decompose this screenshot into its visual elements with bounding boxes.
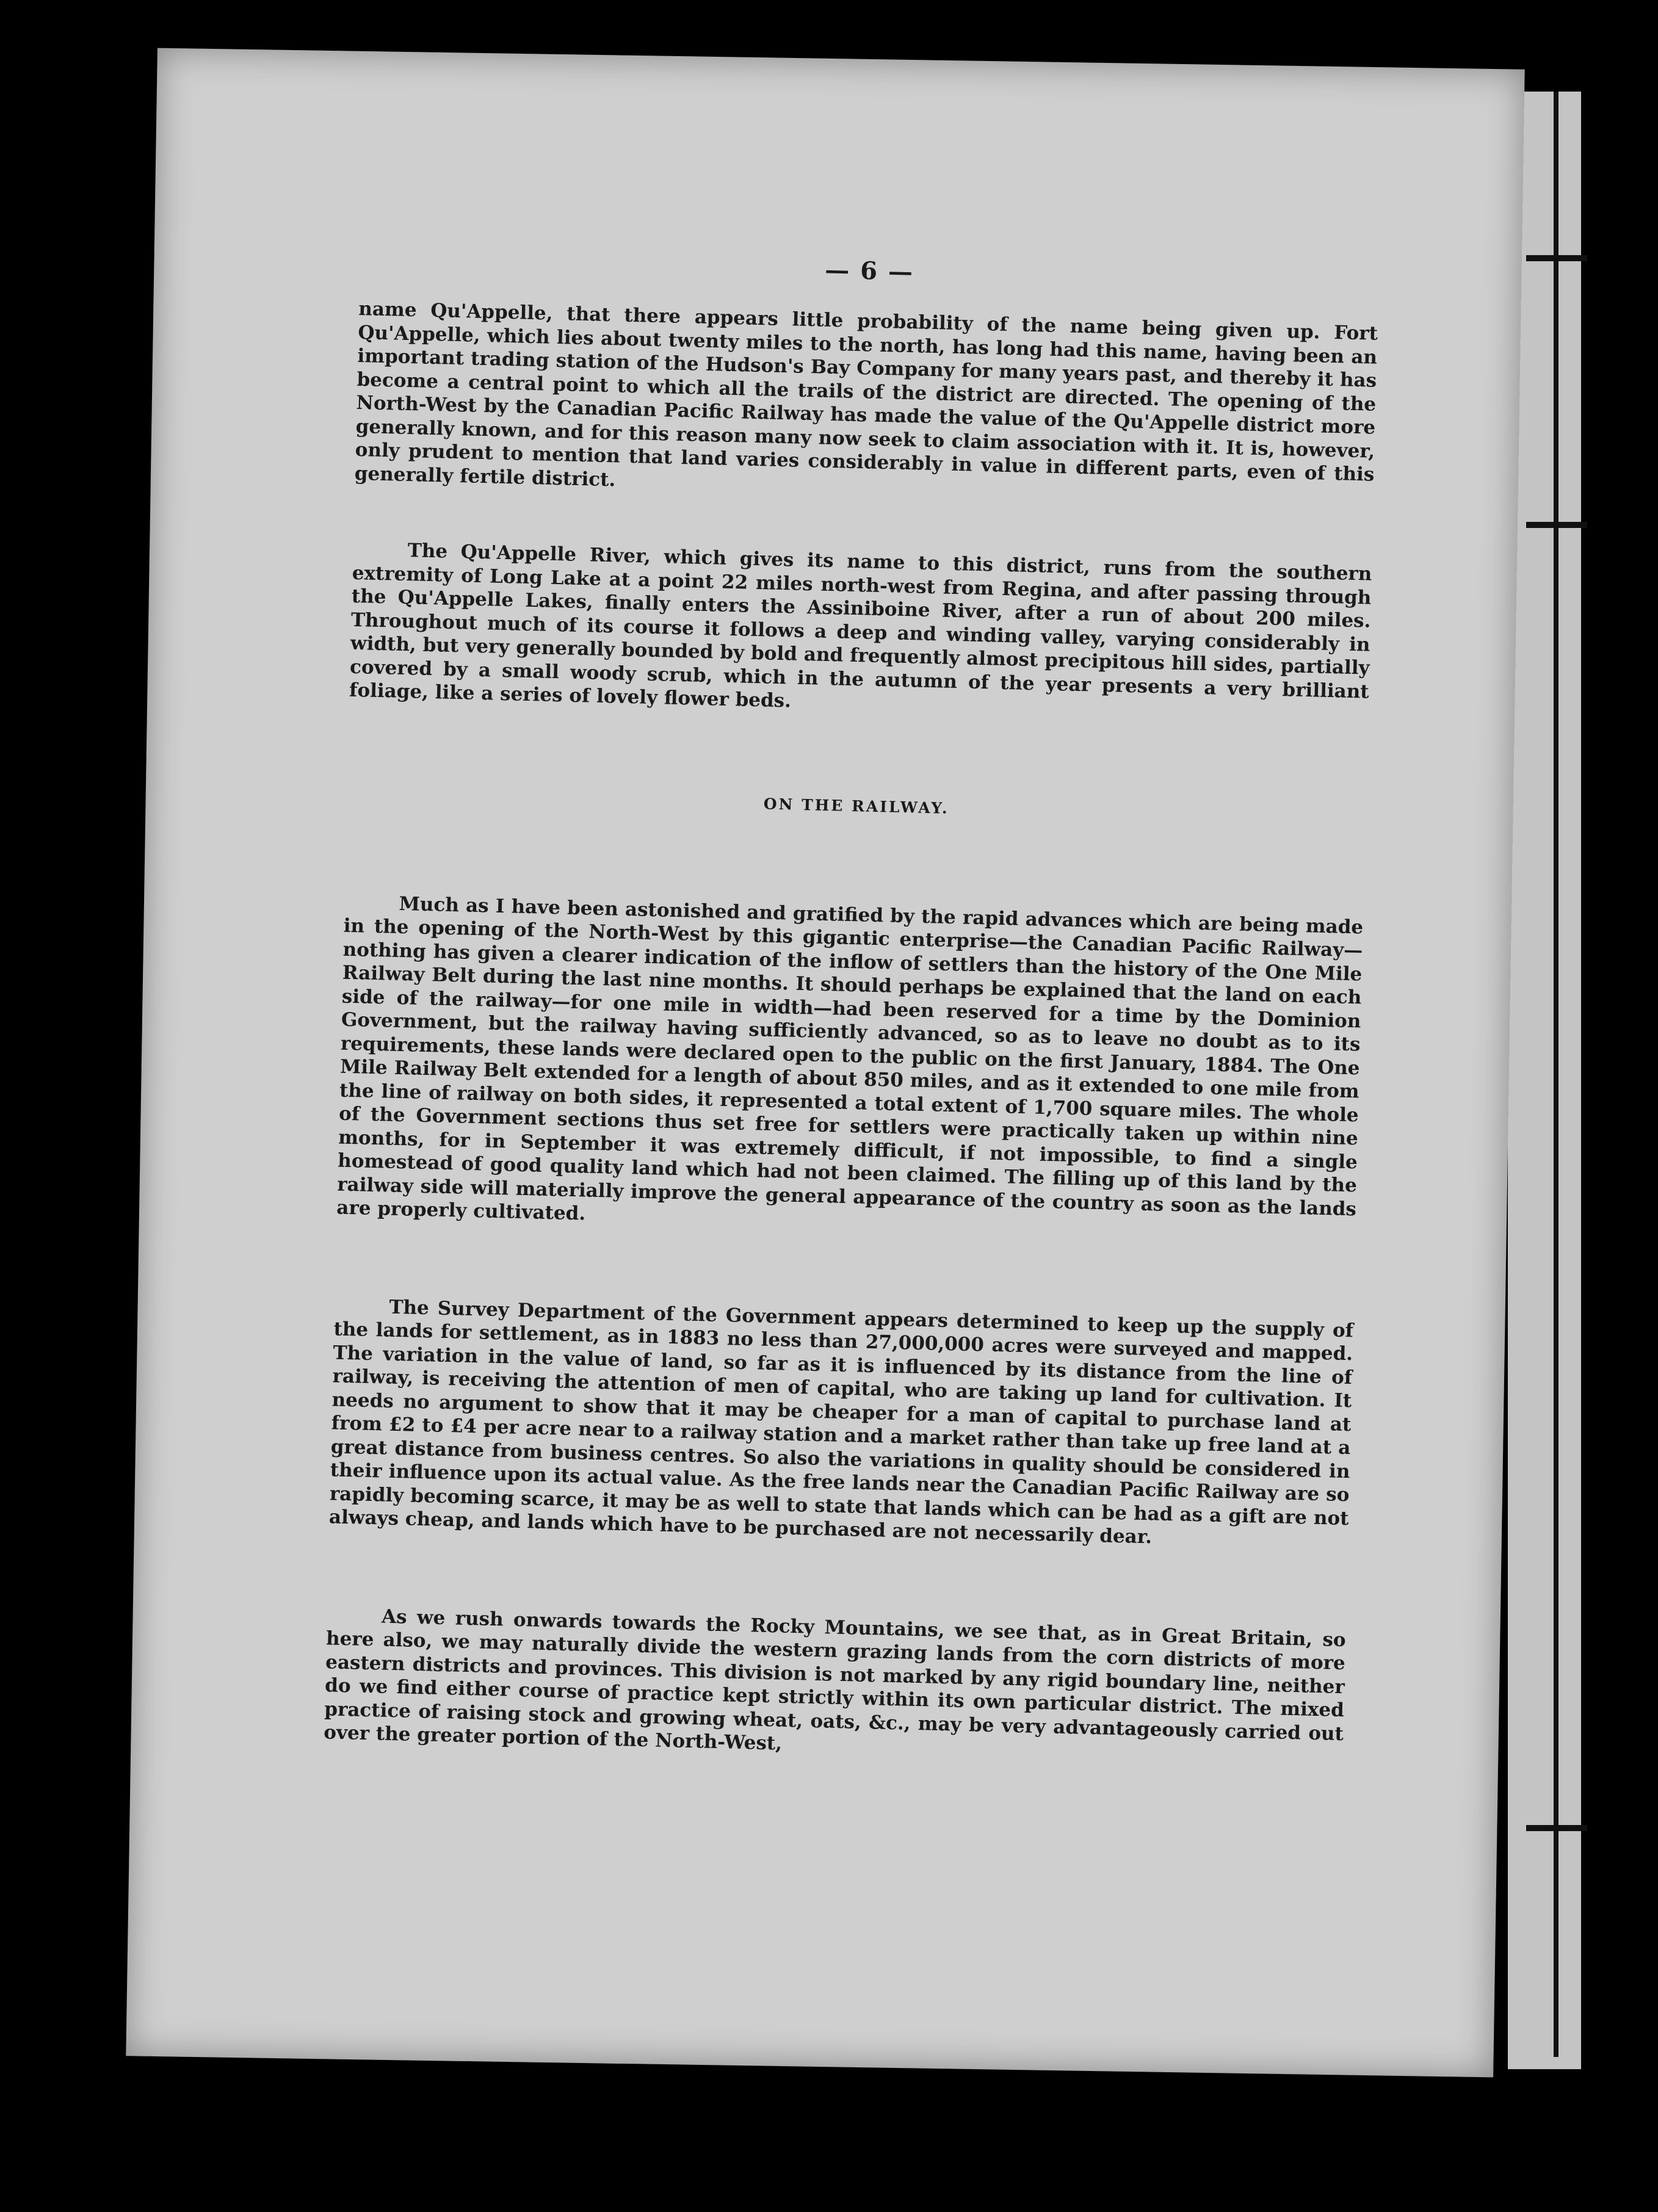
- page-text-block: [324, 244, 1380, 1769]
- paragraph-3: Much as I have been astonished and gratified by the rapid advances which are being made in the opening of the North-West by this gigantic enterprise—the Canadian Pacific Railway—nothing has given a clearer indication of the inflow of settlers than the history of the One Mile Railway Belt during the last nine months. It should perhaps be explained that the land on each side of the railway—for one mile in width—had been reserved for a time by the Dominion Government, but the railway having sufficiently advanced, so as to leave no doubt as to its requirements, these lands were declared open to the public on the first January, 1884. The One Mile Railway Belt extended for a length of about 850 miles, and as it extended to one mile from the line of railway on both sides, it represented a total extent of 1,700 square miles. The whole of the Government sections thus set free for settlers were practically taken up within nine months, for in September it was extremely difficult, if not impossible, to find a single homestead of good quality land which had not been claimed. The filling up of this land by the railway side will materially improve the general appearance of the country as soon as the lands are properly cultivated.: [336, 892, 1364, 1225]
- paragraph-4: The Survey Department of the Government appears determined to keep up the supply of the lands for settlement, as in 1883 no less than 27,000,000 acres were surveyed and mapped. The variation in the value of land, so far as it is influenced by its distance from the line of railway, is receiving the attention of men of capital, who are taking up land for cultivation. It needs no argument to show that it may be cheaper for a man of capital to purchase land at from £2 to £4 per acre near to a railway station and a market rather than take up free land at a great distance from business centres. So also the variations in quality should be considered in their influence upon its actual value. As the free lands near the Canadian Pacific Railway are so rapidly becoming scarce, it may be as well to state that lands which can be had as a gift are not always cheap, and lands which have to be purchased are not necessarily dear.: [328, 1296, 1354, 1549]
- binding-line: [1554, 92, 1558, 2057]
- binding-staple: [1526, 1825, 1587, 1831]
- page-number: — 6 —: [824, 255, 914, 287]
- paragraph-5: As we rush onwards towards the Rocky Mountains, we see that, as in Great Britain, so here also, we may naturally divide the western grazing lands from the corn districts of more eastern districts and provinces. This division is not marked by any rigid boundary line, neither do we find either course of practice kept strictly within its own particular district. The mixed practice of raising stock and growing wheat, oats, &c., may be very advantageously carried out over the greater portion of the North-West,: [323, 1605, 1347, 1755]
- paragraph-2: The Qu'Appelle River, which gives its name to this district, runs from the southern extremity of Long Lake at a point 22 miles north-west from Regina, and after passing through the Qu'Appelle Lakes, finally enters the Assiniboine River, after a run of about 200 miles. Throughout much of its course it follows a deep and winding valley, varying considerably in width, but very generally bounded by bold and frequently almost precipitous hill sides, partially covered by a small woody scrub, which in the autumn of the year presents a very brilliant foliage, like a series of lovely flower beds.: [349, 540, 1372, 712]
- section-heading: ON THE RAILWAY.: [763, 794, 950, 817]
- binding-staple: [1526, 255, 1587, 261]
- paragraph-1: name Qu'Appelle, that there appears little probability of the name being given up. Fort Qu'Appelle, which lies about twenty miles to the north, has long had this name, having been an important trading station of the Hudson's Bay Company for many years past, and thereby it has become a central point to which all the trails of the district are directed. The opening of the North-West by the Canadian Pacific Railway has made the value of the Qu'Appelle district more generally known, and for this reason many now seek to claim association with it. It is, however, only prudent to mention that land varies considerably in value in different parts, even of this generally fertile district.: [354, 297, 1378, 491]
- binding-staple: [1526, 522, 1587, 528]
